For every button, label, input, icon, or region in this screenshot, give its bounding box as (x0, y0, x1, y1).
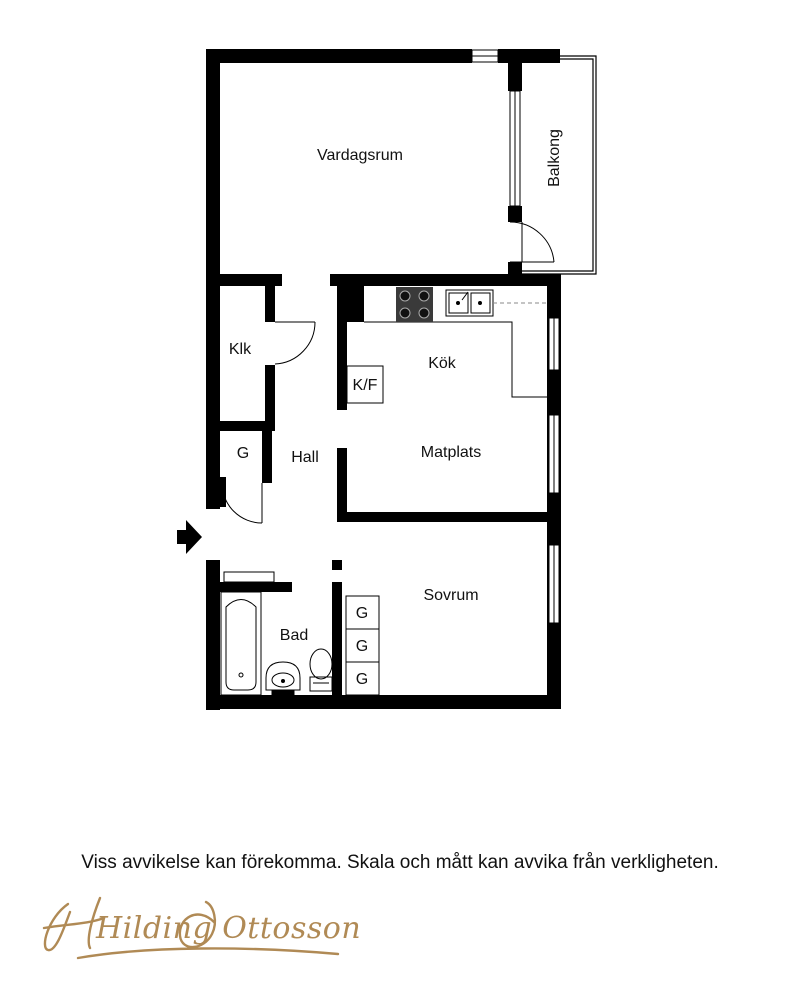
disclaimer-text: Viss avvikelse kan förekomma. Skala och mått kan avvika från verkligheten. (81, 852, 719, 873)
label-sovrum: Sovrum (423, 587, 479, 604)
label-matplats: Matplats (420, 444, 482, 461)
label-kf: K/F (352, 377, 378, 394)
brand-logo (38, 888, 368, 968)
label-balkong: Balkong (546, 129, 563, 187)
entrance-arrow-icon (177, 520, 202, 554)
label-g1: G (355, 605, 369, 622)
label-kok: Kök (428, 355, 456, 372)
label-g-hall: G (236, 445, 250, 462)
toilet-icon (310, 649, 332, 691)
brand-name: Hilding Ottosson (96, 911, 362, 946)
label-vardagsrum: Vardagsrum (317, 147, 403, 164)
stove-icon (396, 287, 433, 322)
label-g2: G (355, 638, 369, 655)
bathtub-icon (221, 592, 261, 695)
sink-icon (446, 290, 493, 316)
label-klk: Klk (228, 341, 252, 358)
label-hall: Hall (291, 449, 319, 466)
label-g3: G (355, 671, 369, 688)
label-bad: Bad (279, 627, 309, 644)
bath-shelf (224, 572, 274, 582)
washbasin-icon (266, 662, 300, 695)
